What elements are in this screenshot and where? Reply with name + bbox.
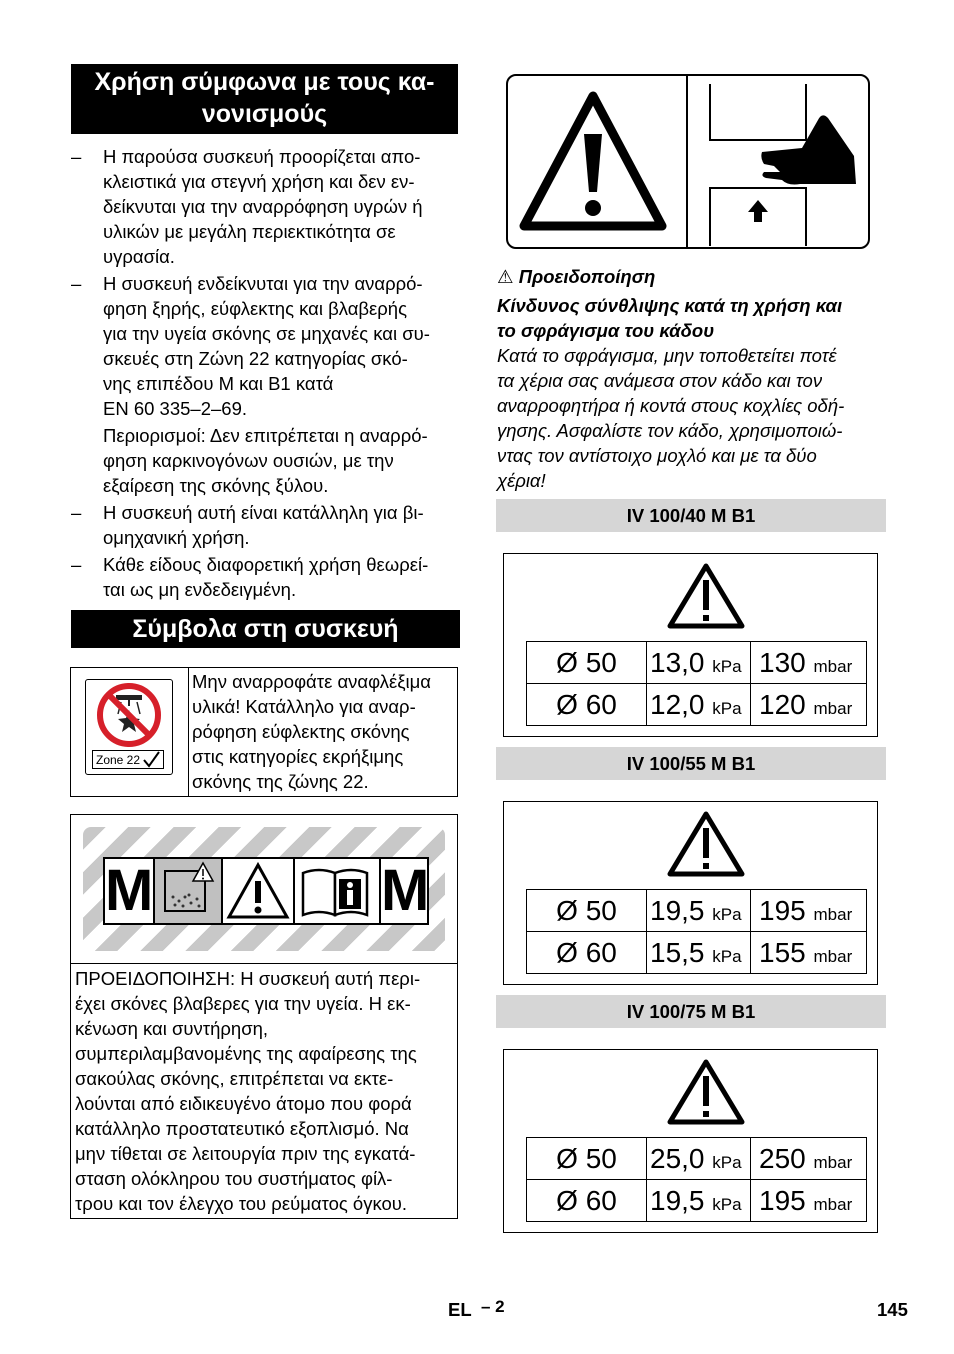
dust-hazard-icon [155,859,223,923]
zone22-text: Zone 22 [96,753,141,767]
warning-triangle-icon [666,562,746,630]
list-item-restrictions [71,423,463,498]
zone22-label [92,750,164,769]
section-heading-intended-use: Χρήση σύμφωνα με τους κα- νονισμούς [71,64,458,134]
kpa-cell [647,642,751,684]
zone22-sign [85,679,173,775]
mbar-unit: mbar [813,656,853,676]
m-class-symbol-strip [103,857,429,925]
table-row [527,890,867,932]
checkmark-icon [141,749,161,769]
model-block-2 [496,747,886,968]
warning-label: Προειδοποίηση [518,266,656,287]
mbar-unit: mbar [813,904,853,924]
health-warning-text: ΠΡΟΕΙΔΟΠΟΙΗΣΗ: Η συσκευή αυτή περι- έχει σκόνες βλαβερες για την υγεία. Η εκ- κένωση και συντήρηση, συμπεριλαμβανομένης της αφαίρεσης της σακούλας σκόνης, επιτρέπεται να εκτε- λούνται από ειδικευγένο άτομο που φορά κατάλληλο προστατευτικό εξοπλισμό. Να μην τίθεται σε λειτουργία πριν της εγκατά- σταση ολόκληρου του συστήματος φίλ- τρου και τον έλεγχο του ρεύματος όγκου. [75,968,421,1214]
kpa-value: 13,0 [650,646,705,678]
diameter-cell: Ø 60 [527,1180,647,1222]
kpa-unit: kPa [712,698,742,718]
kpa-value: 19,5 [650,894,705,926]
diameter-cell: Ø 50 [527,642,647,684]
table-row [527,1138,867,1180]
mbar-value: 120 [759,688,806,720]
kpa-cell [647,932,751,974]
m-class-letter-right: M [381,858,430,923]
warning-body-text: Κατά το σφράγισμα, μην τοποθετείτει ποτέ τα χέρια σας ανάμεσα στον κάδο και τον αναρροφητήρα ή κοντά στους κοχλίες οδή- γησης. Ασφαλίστε τον κάδο, χρησιμοποιώ- ντας τον αντίστοιχο μοχλό και με τα δύο χέρια! [497,345,845,491]
mbar-cell [751,890,867,932]
diameter-cell: Ø 60 [527,932,647,974]
list-item-text: Η συσκευή ενδείκνυται για την αναρρό- φηση ξηρής, εύφλεκτης και βλαβερής για την υγεία σκόνης σε μηχανές και συ- σκευές στη Ζώνη 22 κατηγορίας σκό- νης επιπέδου M και B1 κατά EN 60 335–2–69. [103,273,430,419]
warning-heading [497,264,655,289]
model-name: IV 100/75 M B1 [496,995,886,1028]
mbar-unit: mbar [813,1152,853,1172]
diameter-cell: Ø 50 [527,1138,647,1180]
mbar-cell [751,642,867,684]
list-dash: – [71,273,82,294]
footer-section-page: – 2 [481,1297,505,1316]
kpa-value: 19,5 [650,1184,705,1216]
mbar-unit: mbar [813,1194,853,1214]
kpa-unit: kPa [712,904,742,924]
section-heading-symbols: Σύμβολα στη συσκευή [71,610,460,648]
m-class-label-cell [71,815,457,964]
kpa-value: 15,5 [650,936,705,968]
table-row [527,932,867,974]
crush-warning-pictogram [506,74,870,249]
table-row [527,684,867,726]
kpa-unit: kPa [712,1194,742,1214]
warning-bold-text: Κίνδυνος σύνθλιψης κατά τη χρήση και το σφράγισμα του κάδου [497,295,843,341]
hand-crush-icon [690,76,870,247]
mbar-cell [751,932,867,974]
mbar-cell [751,684,867,726]
list-item [71,552,463,602]
mbar-unit: mbar [813,946,853,966]
diameter-cell: Ø 60 [527,684,647,726]
kpa-cell [647,890,751,932]
intended-use-list [71,144,463,604]
table-row [527,1180,867,1222]
list-item [71,144,463,269]
mbar-value: 195 [759,1184,806,1216]
hazard-stripes-panel [83,827,445,951]
kpa-value: 25,0 [650,1142,705,1174]
pressure-table [526,1137,867,1222]
large-warning-triangle-icon [518,88,668,233]
list-dash: – [71,554,82,575]
m-class-table [70,814,458,1219]
warning-icon: ⚠ [497,266,514,287]
pictogram-divider [686,76,688,247]
symbol-table [70,667,458,797]
table-row [527,642,867,684]
model-pressure-box [503,1049,878,1233]
list-item [71,271,463,421]
page-number: 145 [877,1299,908,1320]
kpa-unit: kPa [712,946,742,966]
kpa-cell [647,684,751,726]
symbol-cell [71,668,189,796]
list-item-text: Η παρούσα συσκευή προορίζεται απο- κλειστικά για στεγνή χρήση και δεν εν- δείκνυται για την αναρρόφηση υγρών ή υλικών με μεγάλη περιεκτικότητα σε υγρασία. [103,146,423,267]
mbar-value: 130 [759,646,806,678]
list-item [71,500,463,550]
kpa-cell [647,1180,751,1222]
pressure-table [526,889,867,974]
diameter-cell: Ø 50 [527,890,647,932]
kpa-value: 12,0 [650,688,705,720]
pressure-table [526,641,867,726]
model-name: IV 100/55 M B1 [496,747,886,780]
warning-triangle-icon [223,859,295,923]
model-pressure-box [503,801,878,985]
model-block-3 [496,995,886,1216]
symbol-description: Μην αναρροφάτε αναφλέξιμα υλικά! Κατάλληλο για αναρ- ρόφηση εύφλεκτης σκόνης στις κατηγορίες εκρήξιμης σκόνης της ζώνης 22. [192,671,431,792]
list-item-text: Η συσκευή αυτή είναι κατάλληλη για βι- ομηχανική χρήση. [103,502,424,548]
model-block-1 [496,499,886,720]
mbar-value: 250 [759,1142,806,1174]
m-class-letter-left: M [105,858,154,923]
list-dash: – [71,146,82,167]
kpa-unit: kPa [712,1152,742,1172]
model-pressure-box [503,553,878,737]
list-dash: – [71,502,82,523]
kpa-cell [647,1138,751,1180]
warning-triangle-icon [666,1058,746,1126]
mbar-value: 155 [759,936,806,968]
mbar-cell [751,1180,867,1222]
warning-triangle-icon [666,810,746,878]
footer-language: EL [448,1299,472,1320]
read-manual-icon [295,859,381,923]
model-name: IV 100/40 M B1 [496,499,886,532]
list-item-text: Κάθε είδους διαφορετική χρήση θεωρεί- ται ως μη ενδεδειγμένη. [103,554,429,600]
mbar-cell [751,1138,867,1180]
list-item-text: Περιορισμοί: Δεν επιτρέπεται η αναρρό- φηση καρκινογόνων ουσιών, με την εξαίρεση της σκόνης ξύλου. [103,425,428,496]
mbar-unit: mbar [813,698,853,718]
mbar-value: 195 [759,894,806,926]
kpa-unit: kPa [712,656,742,676]
